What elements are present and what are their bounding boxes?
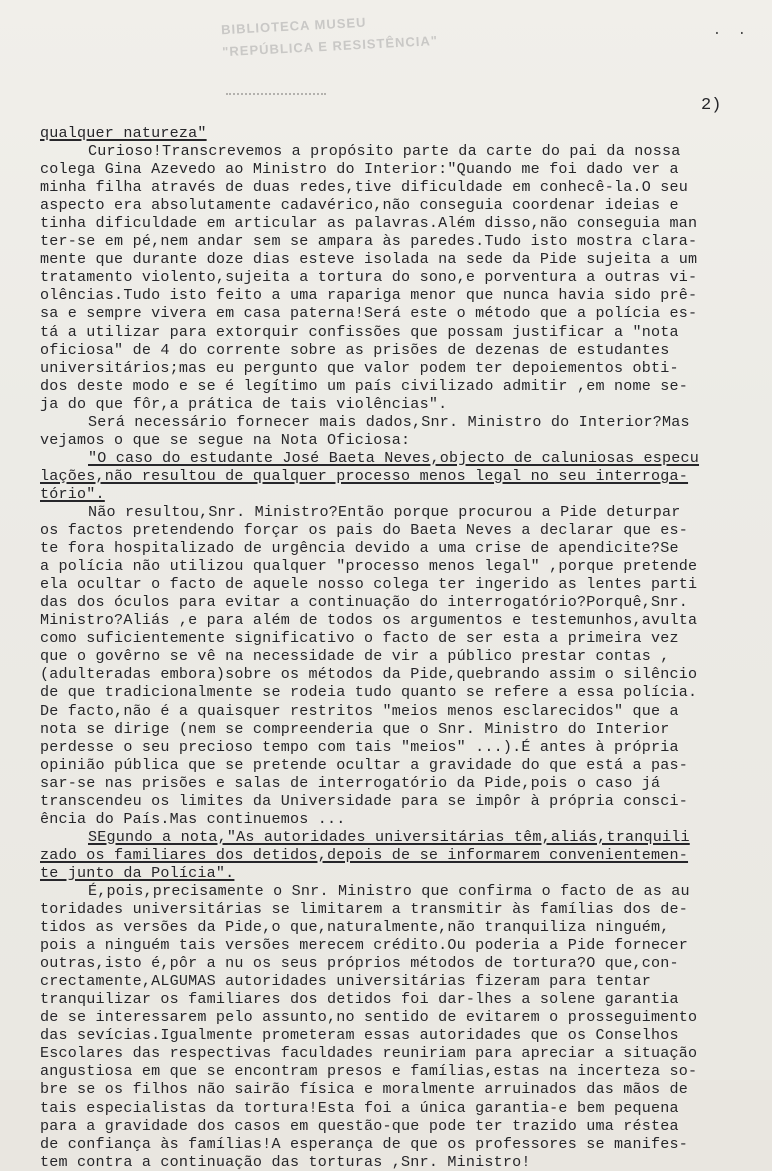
text-line: colega Gina Azevedo ao Ministro do Interior:"Quando me foi dado ver a	[40, 160, 679, 179]
text-line: perdesse o seu precioso tempo com tais "meios" ...).É antes à própria	[40, 737, 679, 756]
text-line: tem contra a continuação das torturas ,Snr. Ministro!	[40, 1152, 531, 1171]
quoted-line: tório".	[40, 484, 105, 503]
text-line: crectamente,ALGUMAS autoridades universitárias fizeram para tentar	[40, 972, 652, 991]
text-line: minha filha através de duas redes,tive dificuldade em conhecê-la.O seu	[40, 178, 689, 197]
quoted-line: lações,não resultou de qualquer processo menos legal no seu interroga-	[40, 466, 689, 485]
text-line: os factos pretendendo forçar os pais do Baeta Neves a declarar que es-	[40, 521, 689, 540]
text-line: tá a utilizar para extorquir confissões que possam justificar a "nota	[40, 322, 679, 341]
text-line: Escolares das respectivas faculdades reuniriam para apreciar a situação	[40, 1044, 698, 1063]
text-line: sar-se nas prisões e salas de interrogatório da Pide,pois o caso já	[40, 773, 661, 792]
dotted-divider	[226, 93, 326, 97]
text-line: universitários;mas eu pergunto que valor podem ter depoiementos obti-	[40, 358, 679, 377]
text-line: Será necessário fornecer mais dados,Snr. Ministro do Interior?Mas	[88, 412, 690, 431]
text-line: qualquer natureza"	[40, 124, 207, 142]
page-marks: · ·	[712, 26, 750, 42]
text-line: de se interessarem pelo assunto,no sentido de evitarem o prosseguimento	[40, 1008, 698, 1027]
text-line: mente que durante doze dias esteve isolada na sede da Pide sujeita a um	[40, 250, 698, 269]
text-line: das sevícias.Igualmente prometeram essas autoridades que os Conselhos	[40, 1026, 679, 1045]
text-line: tidos as versões da Pide,o que,naturalmente,não tranquiliza ninguém,	[40, 918, 670, 937]
text-line: transcendeu os limites da Universidade para se impôr à própria consci-	[40, 791, 689, 810]
text-line: nota se dirige (nem se compreenderia que o Snr. Ministro do Interior	[40, 719, 670, 738]
page-number: 2)	[701, 96, 722, 115]
text-line: tais especialistas da tortura!Esta foi a única garantia-e bem pequena	[40, 1098, 679, 1117]
text-line: Ministro?Aliás ,e para além de todos os argumentos e testemunhos,avulta	[40, 611, 698, 630]
text-line: aspecto era absolutamente cadavérico,não conseguia coordenar ideias e	[40, 196, 679, 215]
text-line: ter-se em pé,nem andar sem se ampara às paredes.Tudo isto mostra clara-	[40, 232, 698, 251]
text-line: Não resultou,Snr. Ministro?Então porque procurou a Pide deturpar	[88, 502, 681, 521]
text-line: tranquilizar os familiares dos detidos foi dar-lhes a solene garantia	[40, 990, 679, 1009]
text-line: das dos óculos para evitar a continuação do interrogatório?Porquê,Snr.	[40, 593, 689, 612]
stamp-line-1: BIBLIOTECA MUSEU	[220, 14, 367, 38]
quoted-line: SEgundo a nota,"As autoridades universitárias têm,aliás,tranquili	[88, 827, 690, 846]
library-stamp	[220, 9, 439, 79]
text-line: que o govêrno se vê na necessidade de vir a público prestar contas ,	[40, 647, 670, 666]
text-line: ja do que fôr,a prática de tais violências".	[40, 394, 448, 413]
text-line: sa e sempre vivera em casa paterna!Será este o método que a polícia es-	[40, 304, 698, 323]
text-line: vejamos o que se segue na Nota Oficiosa:	[40, 430, 411, 449]
text-line: bre se os filhos não sairão física e moralmente arruinados das mãos de	[40, 1080, 689, 1099]
text-line: angustiosa em que se encontram presos e famílias,estas na incerteza so-	[40, 1062, 698, 1081]
text-line: olências.Tudo isto feito a uma rapariga menor que nunca havia sido prê-	[40, 286, 698, 305]
text-line: de confiança às famílias!A esperança de que os professores se manifes-	[40, 1134, 689, 1153]
text-line: te fora hospitalizado de urgência devido a uma crise de apendicite?Se	[40, 539, 679, 558]
text-line: outras,isto é,pôr a nu os seus próprios métodos de tortura?O que,con-	[40, 954, 679, 973]
text-line: pois a ninguém tais versões merecem crédito.Ou poderia a Pide fornecer	[40, 936, 689, 955]
stamp-line-2: "REPÚBLICA E RESISTÊNCIA"	[221, 32, 439, 60]
body-text	[40, 124, 752, 1171]
text-line: para a gravidade dos casos em questão-que pode ter trazido uma réstea	[40, 1116, 679, 1135]
text-line: tratamento violento,sujeita a tortura do sono,e porventura a outras vi-	[40, 268, 698, 287]
text-line: É,pois,precisamente o Snr. Ministro que confirma o facto de as au	[88, 881, 690, 900]
text-line: oficiosa" de 4 do corrente sobre as prisões de dezenas de estudantes	[40, 340, 670, 359]
text-line: como suficientemente significativo o facto de ser esta a primeira vez	[40, 629, 679, 648]
text-line: ela ocultar o facto de aquele nosso colega ter ingerido as lentes parti	[40, 575, 698, 594]
text-line: tinha dificuldade em articular as palavras.Além disso,não conseguia man	[40, 214, 698, 233]
text-line: Curioso!Transcrevemos a propósito parte da carte do pai da nossa	[88, 142, 681, 161]
text-line: dos deste modo e se é legítimo um país civilizado admitir ,em nome se-	[40, 376, 689, 395]
text-line: ência do País.Mas continuemos ...	[40, 809, 346, 828]
quoted-line: zado os familiares dos detidos,depois de se informarem convenientemen-	[40, 845, 689, 864]
quoted-line: te junto da Polícia".	[40, 863, 235, 882]
text-line: de que tradicionalmente se rodeia tudo quanto se refere a essa polícia.	[40, 683, 698, 702]
text-line: toridades universitárias se limitarem a transmitir às famílias dos de-	[40, 900, 689, 919]
text-line: opinião pública que se pretende ocultar a gravidade do que está a pas-	[40, 755, 689, 774]
quoted-line: "O caso do estudante José Baeta Neves,objecto de caluniosas especu	[88, 448, 700, 467]
text-line: De facto,não é a quaisquer restritos "meios menos esclarecidos" que a	[40, 701, 679, 720]
text-line: a polícia não utilizou qualquer "processo menos legal" ,porque pretende	[40, 557, 698, 576]
text-line: (adulteradas embora)sobre os métodos da Pide,quebrando assim o silêncio	[40, 665, 698, 684]
